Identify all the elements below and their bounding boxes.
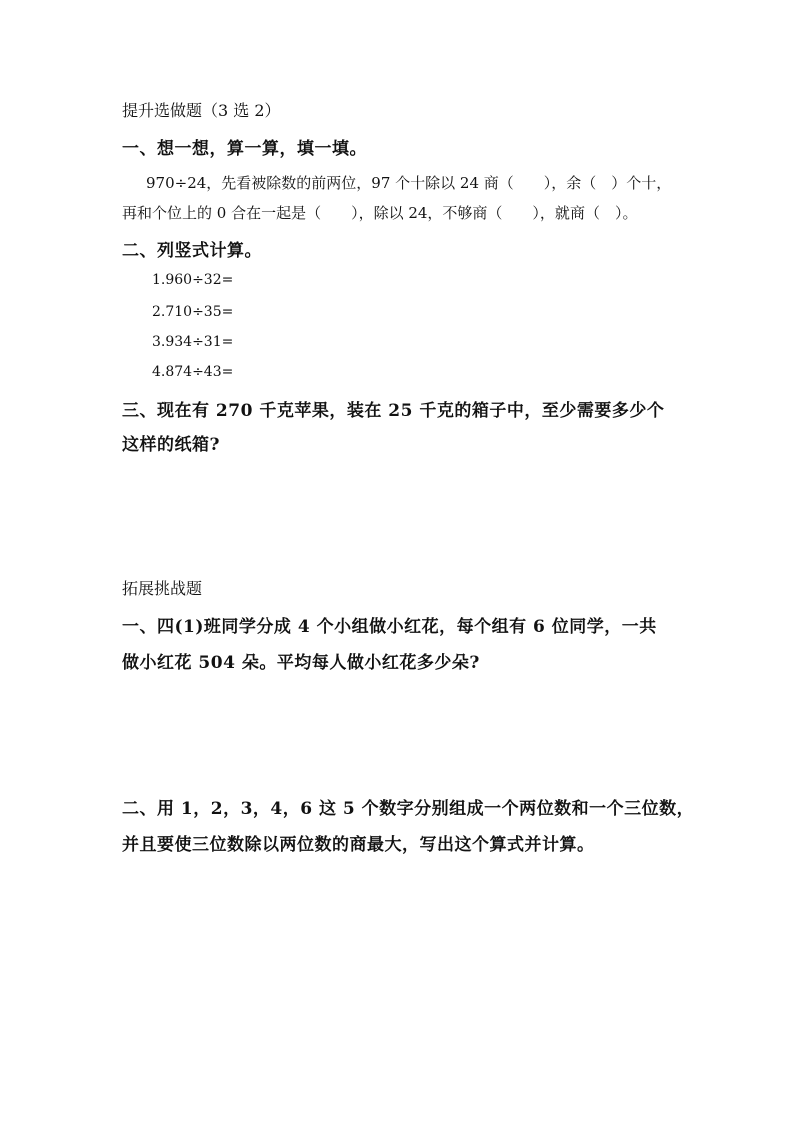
question-2-heading: 二、列竖式计算。 xyxy=(122,241,262,261)
challenge-2-line-1: 二、用 1，2，3，4，6 这 5 个数字分别组成一个两位数和一个三位数， xyxy=(122,799,695,819)
calc-item-2: 2.710÷35= xyxy=(152,304,234,320)
calc-item-3: 3.934÷31= xyxy=(152,334,234,350)
section-title-advanced: 提升选做题（3 选 2） xyxy=(122,101,281,120)
question-3-line-1: 三、现在有 270 千克苹果，装在 25 千克的箱子中，至少需要多少个 xyxy=(122,401,665,421)
challenge-1-line-2: 做小红花 504 朵。平均每人做小红花多少朵? xyxy=(122,653,480,673)
section-title-challenge: 拓展挑战题 xyxy=(122,579,203,598)
calc-item-1: 1.960÷32= xyxy=(152,272,234,288)
challenge-2-line-2: 并且要使三位数除以两位数的商最大，写出这个算式并计算。 xyxy=(122,835,595,855)
calc-item-4: 4.874÷43= xyxy=(152,364,234,380)
question-3-line-2: 这样的纸箱? xyxy=(122,435,220,455)
question-1-line-2: 再和个位上的 0 合在一起是（ ），除以 24，不够商（ ），就商（ ）。 xyxy=(122,204,638,222)
question-1-heading: 一、想一想，算一算，填一填。 xyxy=(122,139,367,159)
challenge-1-line-1: 一、四(1)班同学分成 4 个小组做小红花，每个组有 6 位同学，一共 xyxy=(122,617,657,637)
question-1-line-1: 970÷24，先看被除数的前两位，97 个十除以 24 商（ ），余（ ）个十， xyxy=(146,174,672,192)
